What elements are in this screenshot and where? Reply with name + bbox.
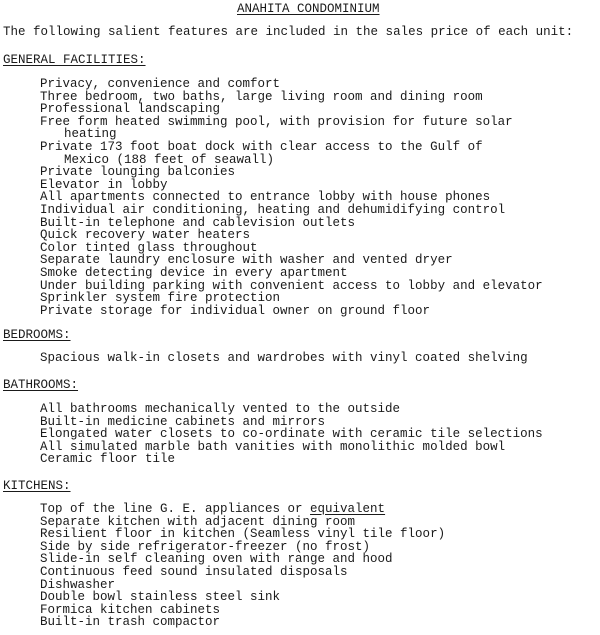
list-item: Smoke detecting device in every apartment [40, 265, 348, 280]
list-item: Dishwasher [40, 577, 116, 592]
list-item: All apartments connected to entrance lobby with house phones [40, 190, 491, 205]
list-item: Continuous feed sound insulated disposals [40, 564, 348, 579]
list-item: All simulated marble bath vanities with monolithic molded bowl [40, 439, 506, 454]
list-item [40, 503, 445, 516]
list-item: Elevator in lobby [40, 177, 168, 192]
list-item: Color tinted glass throughout [40, 240, 258, 255]
underlined-word: equivalent [310, 502, 386, 516]
list-item: Privacy, convenience and comfort [40, 77, 281, 91]
list-item: Formica kitchen cabinets [40, 602, 221, 617]
list-item: Separate laundry enclosure with washer and vented dryer [40, 253, 453, 268]
bathrooms-list [40, 403, 543, 466]
list-item: Quick recovery water heaters [40, 228, 251, 243]
list-item: Individual air conditioning, heating and dehumidifying control [40, 202, 506, 217]
list-item-line: Private 173 foot boat dock with clear access to the Gulf of [40, 139, 483, 154]
list-item: Side by side refrigerator-freezer (no frost) [40, 539, 371, 554]
section-heading-bedrooms [3, 328, 71, 342]
list-item: Spacious walk-in closets and wardrobes with vinyl coated shelving [40, 351, 528, 365]
list-item: Sprinkler system fire protection [40, 291, 281, 306]
general-facilities-list [40, 78, 543, 317]
intro-text: The following salient features are included in the sales price of each unit: [3, 25, 574, 39]
list-item: Slide-in self cleaning oven with range and hood [40, 552, 393, 567]
list-item-continuation: heating [64, 127, 117, 142]
section-heading-bathrooms-text: BATHROOMS: [3, 378, 79, 392]
list-item: Separate kitchen with adjacent dining room [40, 514, 356, 529]
list-item: Private lounging balconies [40, 165, 236, 180]
list-item: Built-in medicine cabinets and mirrors [40, 414, 326, 429]
section-heading-kitchens-text: KITCHENS: [3, 479, 71, 493]
list-item: Professional landscaping [40, 102, 221, 117]
list-item-continuation: Mexico (188 feet of seawall) [64, 152, 275, 167]
list-item: Built-in trash compactor [40, 615, 221, 630]
section-heading-bedrooms-text: BEDROOMS: [3, 328, 71, 342]
list-item: Resilient floor in kitchen (Seamless vinyl tile floor) [40, 527, 446, 542]
list-item: Ceramic floor tile [40, 452, 176, 467]
section-heading-kitchens [3, 479, 71, 493]
list-item-line: Free form heated swimming pool, with provision for future solar [40, 114, 513, 129]
section-heading-bathrooms [3, 378, 78, 392]
list-item: Double bowl stainless steel sink [40, 590, 281, 605]
list-item: Three bedroom, two baths, large living room and dining room [40, 89, 483, 104]
kitchens-list [40, 503, 445, 629]
list-item: All bathrooms mechanically vented to the outside [40, 402, 401, 416]
list-item [40, 141, 543, 166]
section-heading-general-text: GENERAL FACILITIES: [3, 53, 146, 67]
bedrooms-list [40, 352, 528, 365]
list-item: Private storage for individual owner on ground floor [40, 303, 431, 318]
list-item-line: Top of the line G. E. appliances or [40, 502, 311, 516]
list-item: Under building parking with convenient access to lobby and elevator [40, 278, 543, 293]
list-item [40, 116, 543, 141]
document-title: ANAHITA CONDOMINIUM [237, 2, 380, 16]
section-heading-general [3, 53, 146, 67]
list-item: Elongated water closets to co-ordinate with ceramic tile selections [40, 427, 543, 442]
list-item: Built-in telephone and cablevision outlets [40, 215, 356, 230]
